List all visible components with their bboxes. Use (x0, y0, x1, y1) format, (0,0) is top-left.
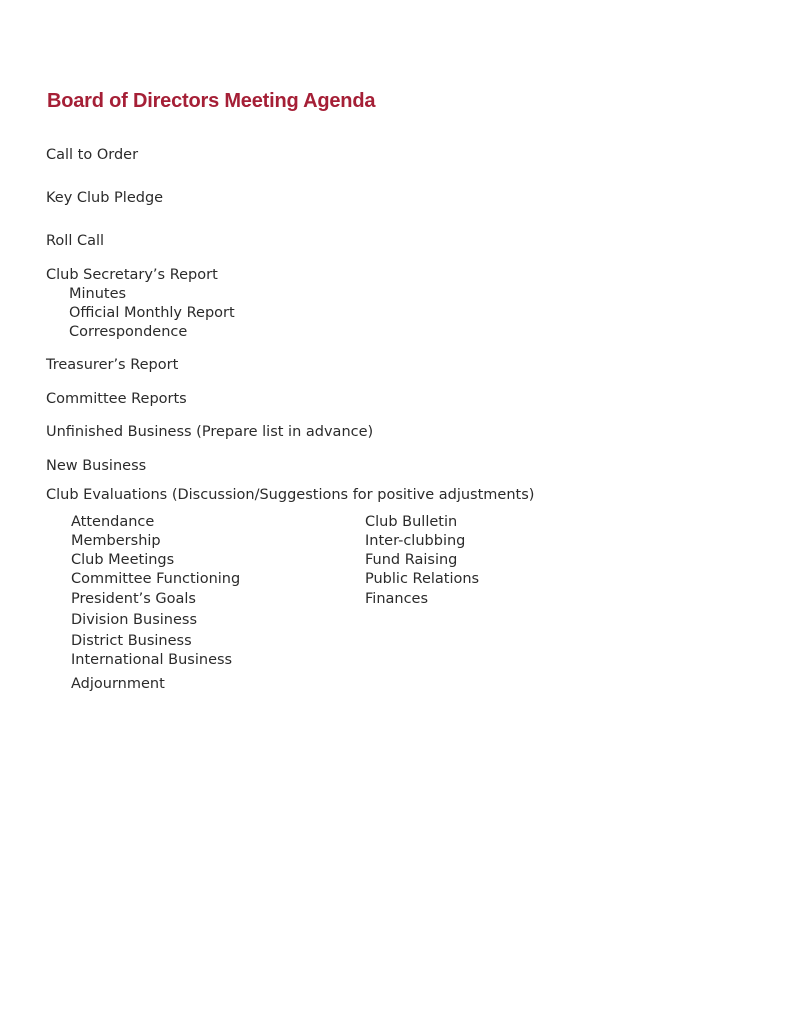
item-international-business: International Business (71, 652, 233, 668)
eval-item-membership: Membership (71, 533, 161, 549)
sub-item-minutes: Minutes (69, 286, 127, 302)
item-club-evaluations: Club Evaluations (Discussion/Suggestions for positive adjustments) (46, 487, 535, 503)
item-new-business: New Business (46, 458, 147, 474)
item-call-to-order: Call to Order (46, 147, 139, 163)
eval-item-inter-clubbing: Inter-clubbing (365, 533, 466, 549)
sub-item-correspondence: Correspondence (69, 324, 188, 340)
item-roll-call: Roll Call (46, 233, 105, 249)
page-title: Board of Directors Meeting Agenda (47, 90, 376, 112)
item-committee-reports: Committee Reports (46, 391, 187, 407)
item-district-business: District Business (71, 633, 192, 649)
eval-item-fund-raising: Fund Raising (365, 552, 458, 568)
eval-item-finances: Finances (365, 591, 429, 607)
eval-item-club-bulletin: Club Bulletin (365, 514, 458, 530)
item-unfinished-business: Unfinished Business (Prepare list in advance) (46, 424, 374, 440)
item-treasurer-report: Treasurer’s Report (46, 357, 179, 373)
eval-item-presidents-goals: President’s Goals (71, 591, 196, 607)
item-division-business: Division Business (71, 612, 197, 628)
item-adjournment: Adjournment (71, 676, 165, 692)
eval-item-club-meetings: Club Meetings (71, 552, 175, 568)
eval-item-attendance: Attendance (71, 514, 155, 530)
item-secretary-report: Club Secretary’s Report (46, 267, 218, 283)
eval-item-committee-functioning: Committee Functioning (71, 571, 241, 587)
eval-item-public-relations: Public Relations (365, 571, 480, 587)
sub-item-official-monthly-report: Official Monthly Report (69, 305, 235, 321)
item-key-club-pledge: Key Club Pledge (46, 190, 164, 206)
